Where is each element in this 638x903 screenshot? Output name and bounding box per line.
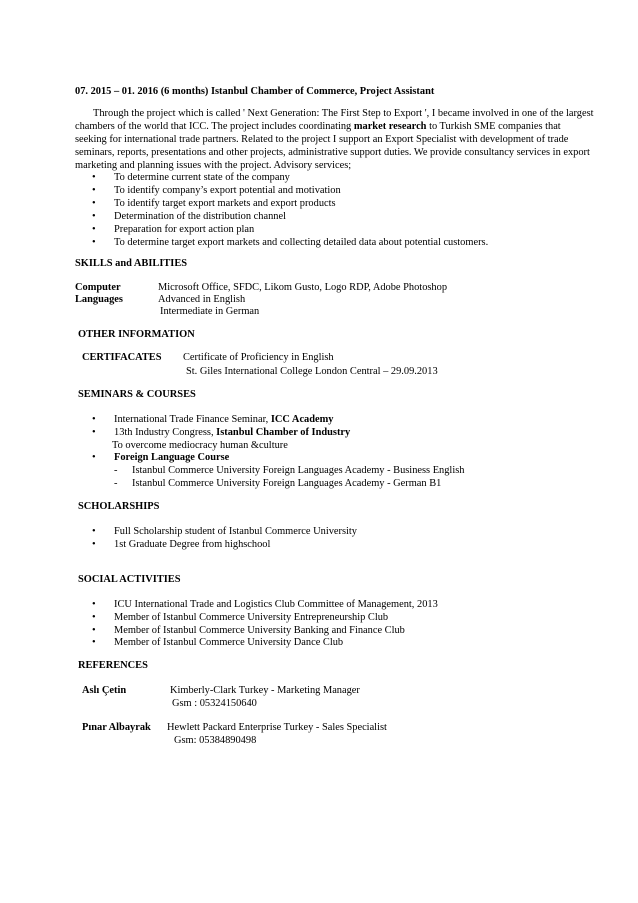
computer-label: Computer bbox=[75, 282, 121, 293]
reference-company: Hewlett Packard Enterprise Turkey - Sales Specialist bbox=[167, 722, 387, 733]
bullet-icon: • bbox=[92, 185, 96, 196]
reference-company: Kimberly-Clark Turkey - Marketing Manager bbox=[170, 685, 360, 696]
social-heading: SOCIAL ACTIVITIES bbox=[78, 574, 181, 585]
list-item: Full Scholarship student of Istanbul Commerce University bbox=[114, 526, 357, 537]
bullet-icon: • bbox=[92, 211, 96, 222]
list-item: 1st Graduate Degree from highschool bbox=[114, 539, 271, 550]
job-paragraph-line: seminars, reports, presentations and other projects, administrative support duties. We provide consultancy services in export bbox=[75, 147, 590, 158]
languages-value: Intermediate in German bbox=[160, 306, 260, 317]
list-item: Istanbul Commerce University Foreign Languages Academy - Business English bbox=[132, 465, 465, 476]
reference-phone: Gsm : 05324150640 bbox=[172, 698, 257, 709]
reference-name: Pınar Albayrak bbox=[82, 722, 151, 733]
bullet-icon: • bbox=[92, 198, 96, 209]
computer-value: Microsoft Office, SFDC, Likom Gusto, Logo RDP, Adobe Photoshop bbox=[158, 282, 448, 293]
reference-name: Aslı Çetin bbox=[82, 685, 127, 696]
seminars-heading: SEMINARS & COURSES bbox=[78, 389, 196, 400]
list-item: International Trade Finance Seminar, ICC Academy bbox=[114, 414, 334, 425]
job-paragraph-line: marketing and planning issues with the project. Advisory services; bbox=[75, 160, 352, 171]
bullet-icon: • bbox=[92, 172, 96, 183]
list-item: Member of Istanbul Commerce University Entrepreneurship Club bbox=[114, 612, 389, 623]
bullet-icon: • bbox=[92, 612, 96, 623]
list-item: Member of Istanbul Commerce University Dance Club bbox=[114, 637, 344, 648]
bullet-icon: • bbox=[92, 599, 96, 610]
job-paragraph-line: seeking for international trade partners. Related to the project I support an Export Specialist with development of trade bbox=[75, 134, 569, 145]
certificate-value: St. Giles International College London Central – 29.09.2013 bbox=[186, 366, 438, 377]
list-item: To identify target export markets and export products bbox=[114, 198, 336, 209]
bullet-icon: • bbox=[92, 452, 96, 463]
list-item: Member of Istanbul Commerce University Banking and Finance Club bbox=[114, 625, 405, 636]
bullet-icon: • bbox=[92, 526, 96, 537]
references-heading: REFERENCES bbox=[78, 660, 148, 671]
languages-label: Languages bbox=[75, 294, 123, 305]
languages-value: Advanced in English bbox=[158, 294, 246, 305]
bullet-icon: • bbox=[92, 625, 96, 636]
list-item-sub: To overcome mediocracy human &culture bbox=[112, 440, 288, 451]
list-item: Foreign Language Course bbox=[114, 452, 230, 463]
dash-icon: - bbox=[114, 465, 118, 476]
list-item: To identify company’s export potential and motivation bbox=[114, 185, 341, 196]
skills-heading: SKILLS and ABILITIES bbox=[75, 258, 188, 269]
bullet-icon: • bbox=[92, 224, 96, 235]
bullet-icon: • bbox=[92, 427, 96, 438]
other-info-heading: OTHER INFORMATION bbox=[78, 329, 195, 340]
bullet-icon: • bbox=[92, 637, 96, 648]
dash-icon: - bbox=[114, 478, 118, 489]
job-paragraph-line: chambers of the world that ICC. The project includes coordinating market research to Turkish SME companies that bbox=[75, 121, 561, 132]
job-paragraph-line: Through the project which is called ' Next Generation: The First Step to Export ', I became involved in one of the largest bbox=[93, 108, 594, 119]
list-item: To determine target export markets and collecting detailed data about potential customers. bbox=[114, 237, 489, 248]
scholarships-heading: SCHOLARSHIPS bbox=[78, 501, 160, 512]
list-item: ICU International Trade and Logistics Club Committee of Management, 2013 bbox=[114, 599, 438, 610]
bullet-icon: • bbox=[92, 414, 96, 425]
bullet-icon: • bbox=[92, 237, 96, 248]
certificate-value: Certificate of Proficiency in English bbox=[183, 352, 334, 363]
job-heading: 07. 2015 – 01. 2016 (6 months) Istanbul Chamber of Commerce, Project Assistant bbox=[75, 86, 435, 97]
list-item: Istanbul Commerce University Foreign Languages Academy - German B1 bbox=[132, 478, 442, 489]
bullet-icon: • bbox=[92, 539, 96, 550]
reference-phone: Gsm: 05384890498 bbox=[174, 735, 257, 746]
list-item: Determination of the distribution channel bbox=[114, 211, 286, 222]
list-item: 13th Industry Congress, Istanbul Chamber of Industry bbox=[114, 427, 351, 438]
certificates-label: CERTIFACATES bbox=[82, 352, 162, 363]
list-item: Preparation for export action plan bbox=[114, 224, 255, 235]
list-item: To determine current state of the company bbox=[114, 172, 290, 183]
